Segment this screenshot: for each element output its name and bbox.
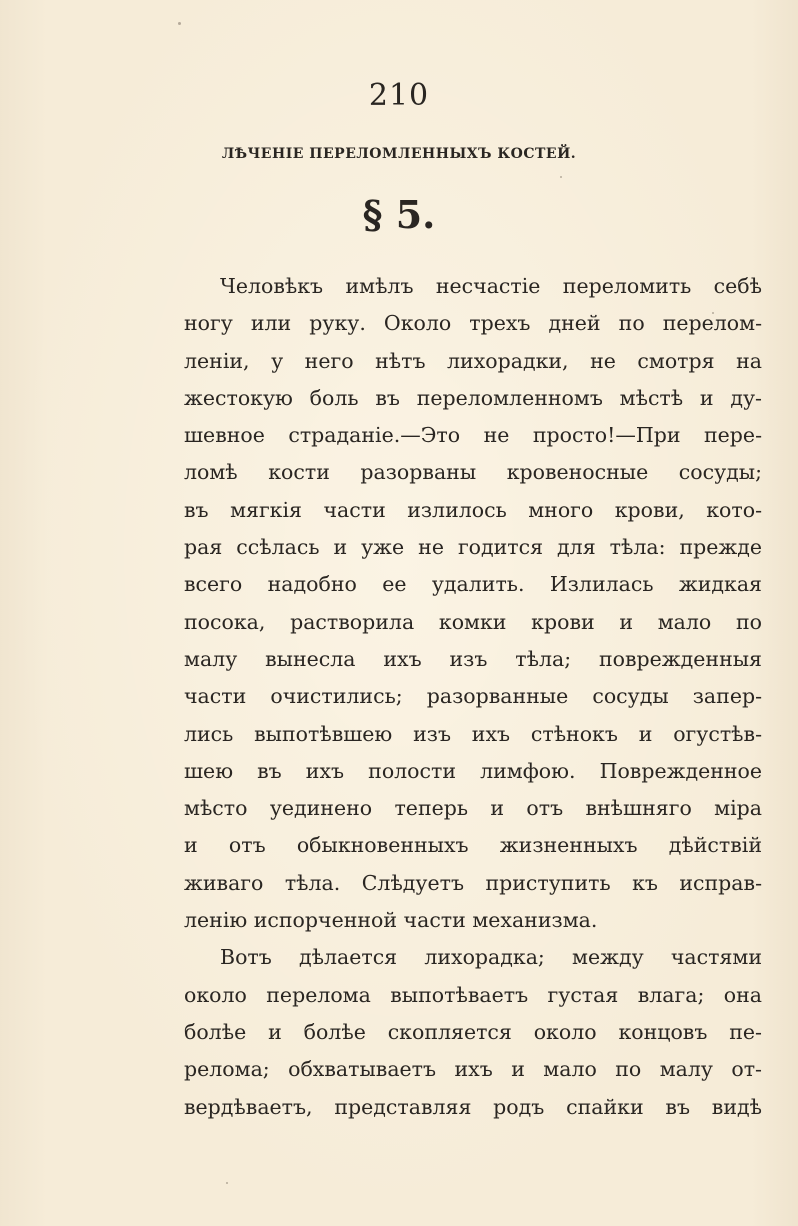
text-line: Человѣкъ имѣлъ несчастіе переломить себѣ bbox=[220, 274, 762, 298]
text-line: живаго тѣла. Слѣдуетъ приступить къ исправ- bbox=[184, 870, 762, 895]
text-line: рая ссѣлась и уже не годится для тѣла: прежде bbox=[184, 535, 762, 560]
text-line: ногу или руку. Около трехъ дней по перелом- bbox=[184, 311, 762, 336]
text-line: вердѣваетъ, представляя родъ спайки въ видѣ bbox=[184, 1094, 762, 1119]
section-heading: § 5. bbox=[362, 192, 436, 237]
text-line: шевное страданіе.—Это не просто!—При пере- bbox=[184, 423, 762, 448]
text-line: леніи, у него нѣтъ лихорадки, не смотря на bbox=[184, 348, 762, 373]
text-line: лись выпотѣвшею изъ ихъ стѣнокъ и огустѣв- bbox=[184, 721, 762, 746]
text-line: малу вынесла ихъ изъ тѣла; поврежденныя bbox=[184, 646, 762, 671]
text-line: и отъ обыкновенныхъ жизненныхъ дѣйствій bbox=[184, 833, 762, 858]
text-line: релома; обхватываетъ ихъ и мало по малу от- bbox=[184, 1057, 762, 1082]
text-line: всего надобно ее удалить. Излилась жидкая bbox=[184, 572, 762, 597]
text-line: ленію испорченной части механизма. bbox=[184, 908, 598, 933]
text-line: около перелома выпотѣваетъ густая влага; она bbox=[184, 982, 762, 1007]
text-line: Вотъ дѣлается лихорадка; между частями bbox=[220, 945, 762, 970]
text-line: ломѣ кости разорваны кровеносные сосуды; bbox=[184, 460, 762, 485]
body-text bbox=[184, 268, 762, 1126]
text-line: болѣе и болѣе скопляется около концовъ пе- bbox=[184, 1019, 762, 1044]
text-line: жестокую боль въ переломленномъ мѣстѣ и ду- bbox=[184, 385, 762, 410]
running-head: ЛѢЧЕНІЕ ПЕРЕЛОМЛЕННЫХЪ КОСТЕЙ. bbox=[221, 146, 577, 162]
text-line: въ мягкія части излилось много крови, кото- bbox=[184, 497, 762, 522]
text-line: посока, растворила комки крови и мало по bbox=[184, 609, 762, 634]
text-line: шею въ ихъ полости лимфою. Поврежденное bbox=[184, 758, 762, 783]
page-number: 210 bbox=[368, 78, 430, 113]
text-line: мѣсто уединено теперь и отъ внѣшняго міра bbox=[184, 796, 762, 821]
text-line: части очистились; разорванные сосуды запер- bbox=[184, 684, 762, 709]
